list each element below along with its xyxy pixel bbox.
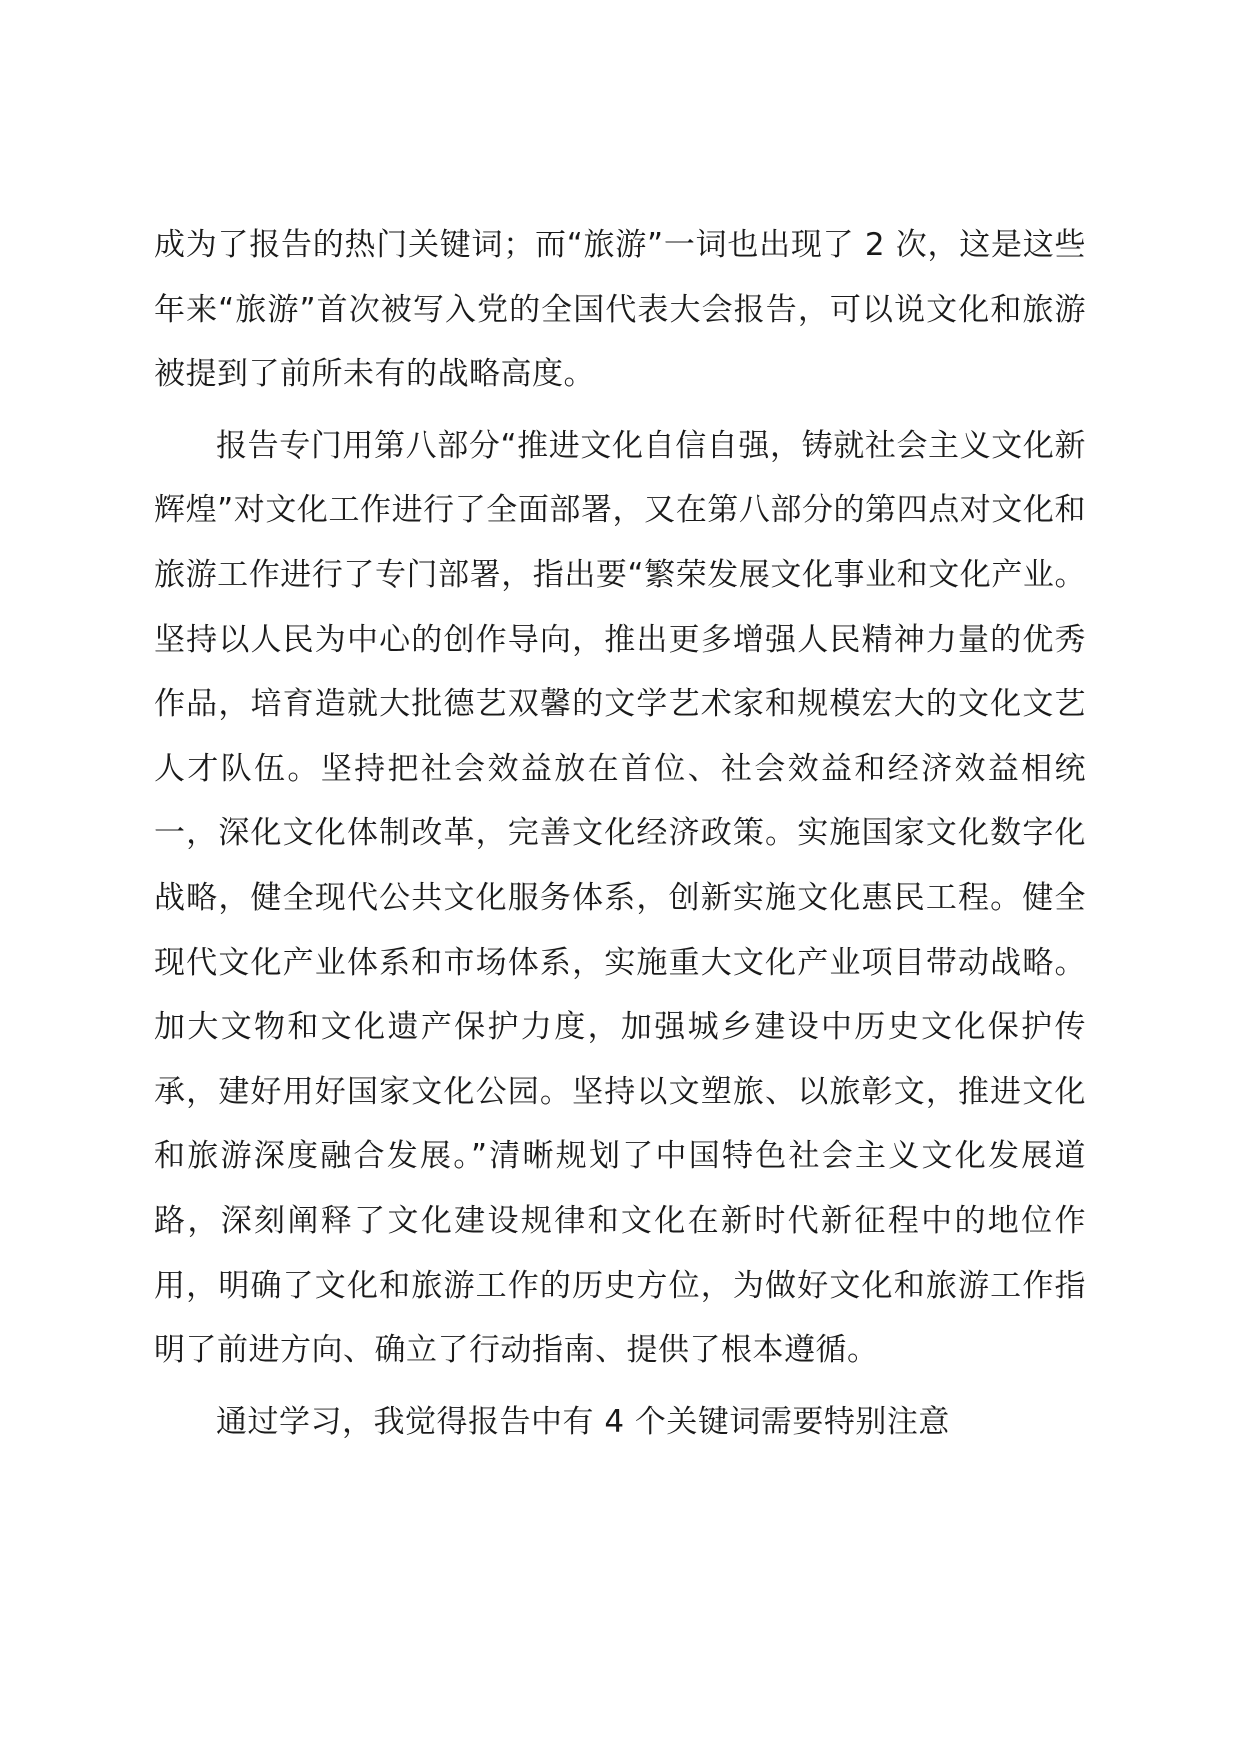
document-body: [154, 213, 1086, 1454]
paragraph-keywords-intro: 通过学习，我觉得报告中有 4 个关键词需要特别注意: [216, 1403, 950, 1440]
paragraph-report-section-eight: 报告专门用第八部分“推进文化自信自强，铸就社会主义文化新辉煌”对文化工作进行了全面部署，又在第八部分的第四点对文化和旅游工作进行了专门部署，指出要“繁荣发展文化事业和文化产业。坚持以人民为中心的创作导向，推出更多增强人民精神力量的优秀作品，培育造就大批德艺双馨的文学艺术家和规模宏大的文化文艺人才队伍。坚持把社会效益放在首位、社会效益和经济效益相统一，深化文化体制改革，完善文化经济政策。实施国家文化数字化战略，健全现代公共文化服务体系，创新实施文化惠民工程。健全现代文化产业体系和市场体系，实施重大文化产业项目带动战略。加大文物和文化遗产保护力度，加强城乡建设中历史文化保护传承，建好用好国家文化公园。坚持以文塑旅、以旅彰文，推进文化和旅游深度融合发展。”清晰规划了中国特色社会主义文化发展道路，深刻阐释了文化建设规律和文化在新时代新征程中的地位作用，明确了文化和旅游工作的历史方位，为做好文化和旅游工作指明了前进方向、确立了行动指南、提供了根本遵循。: [154, 427, 1086, 1369]
paragraph-continuation: 成为了报告的热门关键词；而“旅游”一词也出现了 2 次，这是这些年来“旅游”首次被写入党的全国代表大会报告，可以说文化和旅游被提到了前所未有的战略高度。: [154, 227, 1086, 393]
